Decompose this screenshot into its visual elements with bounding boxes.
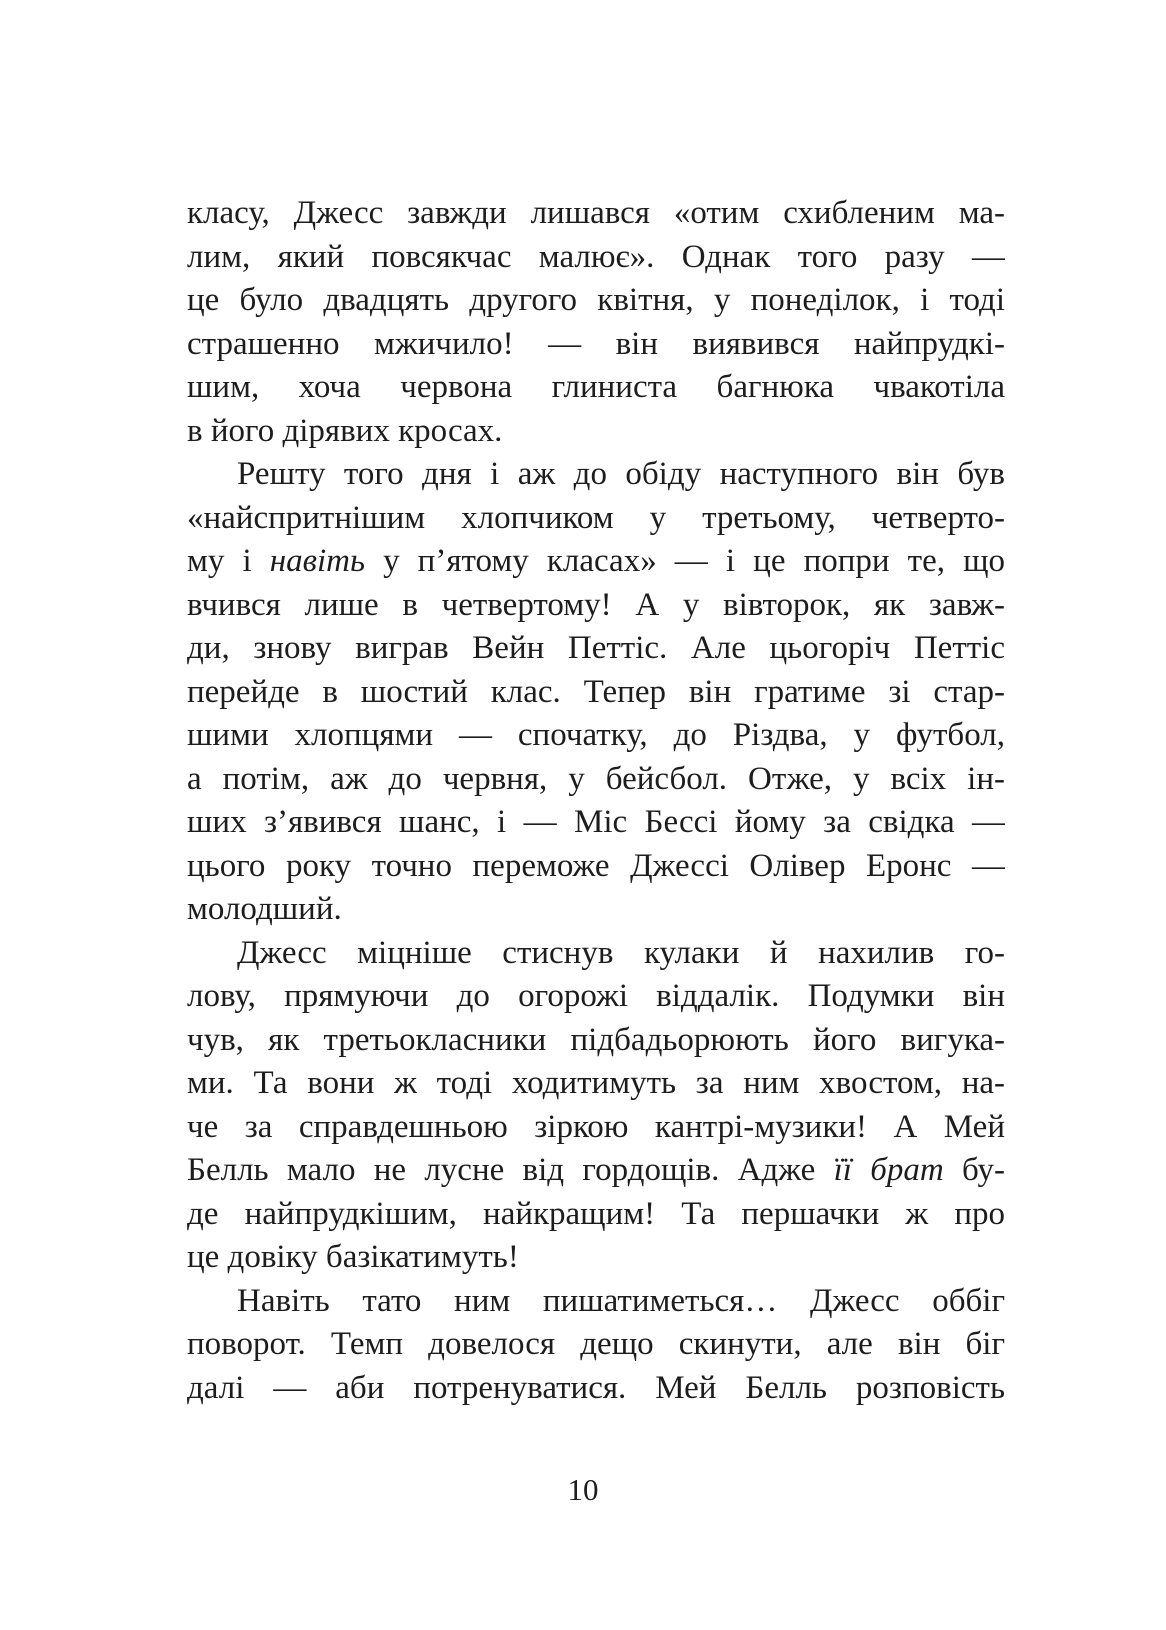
text-line — [187, 410, 1005, 454]
text-line — [187, 975, 1005, 1019]
text-line — [187, 540, 1005, 584]
text-segment: Джесс міцніше стиснув кулаки й нахилив го- — [237, 934, 1005, 971]
text-segment: страшенно мжичило! — він виявився найпрудкі- — [187, 325, 1005, 362]
text-line — [187, 1149, 1005, 1193]
text-line — [187, 366, 1005, 410]
text-line — [187, 671, 1005, 715]
text-segment: ми. Та вони ж тоді ходитимуть за ним хвостом, на- — [187, 1065, 1005, 1101]
page-text — [187, 192, 1005, 1410]
text-segment: де найпрудкішим, найкращим! Та першачки ж про — [187, 1195, 1005, 1232]
text-line — [187, 1280, 1005, 1324]
text-line — [187, 236, 1005, 280]
text-segment: цього року точно переможе Джессі Олівер Еронс — — [187, 847, 1005, 884]
text-segment: а потім, аж до червня, у бейсбол. Отже, у всіх ін- — [187, 760, 1005, 797]
text-segment: перейде в шостий клас. Тепер він гратиме зі стар- — [187, 673, 1005, 710]
text-segment: це було двадцять другого квітня, у понеділок, і тоді — [187, 282, 1005, 318]
text-line — [187, 1062, 1005, 1106]
text-line — [187, 932, 1005, 976]
text-line — [187, 1106, 1005, 1150]
text-segment: поворот. Темп довелося дещо скинути, але він біг — [187, 1326, 1005, 1362]
italic-text-segment: навіть — [269, 543, 365, 579]
text-line — [187, 1193, 1005, 1237]
paragraph — [187, 932, 1005, 1280]
text-segment: у п’ятому класах» — і це попри те, що — [364, 543, 1005, 579]
text-line — [187, 1019, 1005, 1063]
text-line — [187, 888, 1005, 932]
text-segment: це довіку базікатимуть! — [187, 1239, 519, 1275]
text-line — [187, 192, 1005, 236]
page-number: 10 — [567, 1472, 599, 1507]
paragraph — [187, 192, 1005, 453]
text-segment: молодший. — [187, 891, 342, 927]
text-segment: в його дірявих кросах. — [187, 412, 503, 449]
text-line — [187, 1367, 1005, 1411]
text-line — [187, 584, 1005, 628]
text-segment: вчився лише в четвертому! А у вівторок, як завж- — [187, 586, 1005, 623]
text-segment: шими хлопцями — спочатку, до Різдва, у футбол, — [187, 717, 1005, 753]
text-line — [187, 627, 1005, 671]
text-line — [187, 801, 1005, 845]
text-line — [187, 1236, 1005, 1280]
text-segment: Белль мало не лусне від гордощів. Адже — [187, 1152, 834, 1188]
text-segment: лим, який повсякчас малює». Однак того разу — — [187, 238, 1005, 275]
text-segment: лову, прямуючи до огорожі віддалік. Подумки він — [187, 978, 1005, 1014]
paragraph — [187, 453, 1005, 932]
text-segment: шим, хоча червона глиниста багнюка чвакотіла — [187, 369, 1005, 405]
text-segment: Навіть тато ним пишатиметься… Джесс оббіг — [237, 1282, 1005, 1319]
text-segment: Решту того дня і аж до обіду наступного він був — [237, 456, 1005, 492]
text-segment: «найспритнішим хлопчиком у третьому, четверто- — [187, 499, 1005, 536]
text-line — [187, 845, 1005, 889]
text-segment: ших з’явився шанс, і — Міс Бессі йому за свідка — — [187, 804, 1005, 840]
text-line — [187, 323, 1005, 367]
text-line — [187, 758, 1005, 802]
text-segment: чув, як третьокласники підбадьорюють його вигука- — [187, 1021, 1005, 1058]
paragraph — [187, 1280, 1005, 1411]
text-line — [187, 453, 1005, 497]
text-segment: ди, знову виграв Вейн Петтіс. Але цьогоріч Петтіс — [187, 630, 1005, 666]
text-segment: класу, Джесс завжди лишався «отим схибленим ма- — [187, 195, 1005, 231]
text-line — [187, 279, 1005, 323]
text-segment: далі — аби потренуватися. Мей Белль розповість — [187, 1369, 1005, 1406]
text-line — [187, 1323, 1005, 1367]
italic-text-segment: її брат — [833, 1152, 944, 1188]
text-segment: бу- — [943, 1152, 1005, 1188]
text-segment: му і — [187, 543, 270, 579]
text-line — [187, 497, 1005, 541]
text-segment: че за справдешньою зіркою кантрі-музики! А Мей — [187, 1108, 1005, 1145]
text-line — [187, 714, 1005, 758]
